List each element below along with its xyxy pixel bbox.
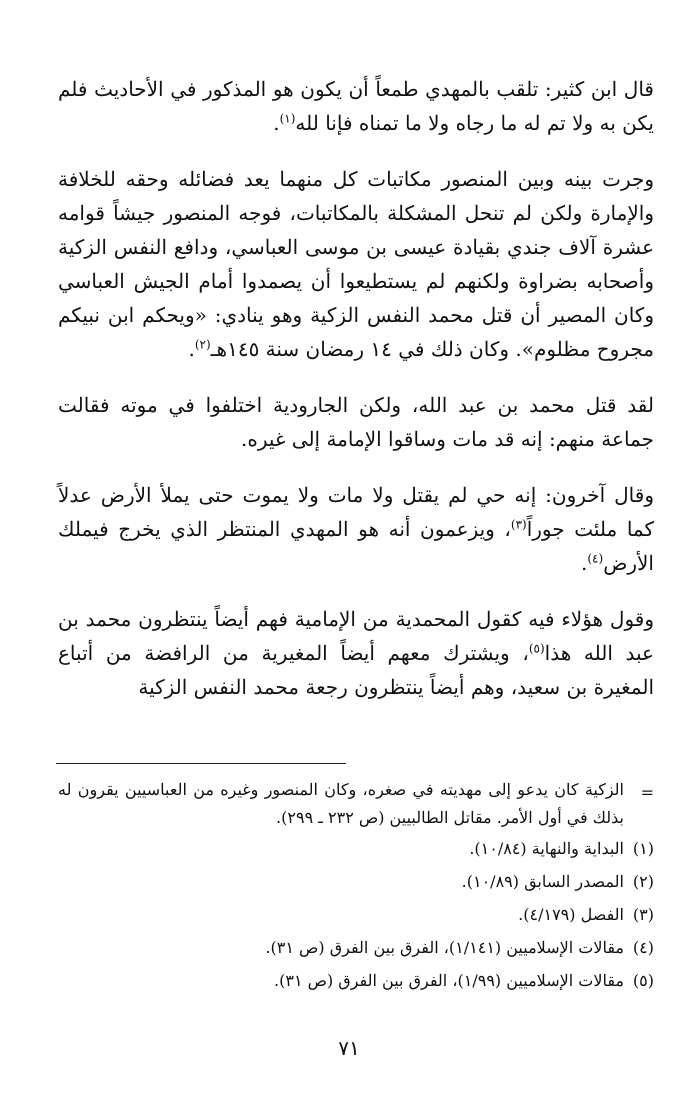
footnote-mark: (٤): [632, 938, 654, 957]
paragraph-3: [58, 388, 654, 456]
footnote-ref: (٣): [510, 517, 527, 532]
page-number: ٧١: [338, 1036, 360, 1060]
paragraph-tail: ، ويشترك معهم أيضاً المغيرية من الرافضة من أتباع المغيرة بن سعيد، وهم أيضاً ينتظرون رجعة محمد النفس الزكية: [58, 641, 654, 699]
footnote-ref: (١): [279, 111, 296, 126]
footnote-mark: =: [640, 783, 654, 802]
paragraph-5: [58, 602, 654, 704]
footnote-mark: (٥): [632, 971, 654, 990]
footnote-2: [58, 865, 654, 898]
footnotes: [58, 776, 654, 997]
paragraph-1: [58, 72, 654, 140]
paragraph-tail: .: [188, 337, 195, 361]
paragraph-text: وقال آخرون: إنه حي لم يقتل ولا مات ولا يموت حتى يملأ الأرض عدلاً كما ملئت جوراً: [58, 483, 655, 541]
footnote-ref: (٢): [194, 337, 211, 352]
footnote-ref: (٥): [528, 641, 545, 656]
paragraph-text: وقول هؤلاء فيه كقول المحمدية من الإمامية فهم أيضاً ينتظرون محمد بن عبد الله هذا: [58, 607, 654, 665]
paragraph-4: [58, 478, 654, 580]
paragraph-tail: ، ويزعمون أنه هو المهدي المنتظر الذي يخرج فيملك الأرض: [58, 517, 654, 575]
paragraph-text: لقد قتل محمد بن عبد الله، ولكن الجارودية اختلفوا في موته فقالت جماعة منهم: إنه قد مات وساقوا الإمامة إلى غيره.: [58, 393, 654, 451]
footnote-5: [58, 964, 654, 997]
footnote-text: مقالات الإسلاميين (١/١٤١)، الفرق بين الفرق (ص ٣١).: [265, 938, 624, 957]
footnote-1: [58, 832, 654, 865]
footnote-mark: (٣): [632, 905, 654, 924]
footnote-3: [58, 898, 654, 931]
footnote-separator: [56, 763, 346, 764]
footnote-ref: (٤): [587, 551, 604, 566]
paragraph-2: [58, 162, 654, 366]
paragraph-text: قال ابن كثير: تلقب بالمهدي طمعاً أن يكون هو المذكور في الأحاديث فلم يكن به ولا تم له ما رجاه ولا ما تمناه فإنا لله: [58, 77, 654, 135]
footnote-text: المصدر السابق (١٠/٨٩).: [461, 872, 624, 891]
footnote-continuation: [58, 776, 654, 832]
footnote-text: البداية والنهاية (١٠/٨٤).: [469, 839, 624, 858]
paragraph-text: وجرت بينه وبين المنصور مكاتبات كل منهما يعد فضائله وحقه للخلافة والإمارة ولكن لم تنحل المشكلة بالمكاتبات، فوجه المنصور جيشاً قوامه عشرة آلاف جندي بقيادة عيسى بن موسى العباسي، ودافع النفس الزكية وأصحابه بضراوة ولكنهم لم يستطيعوا أن يصمدوا أمام الجيش العباسي وكان المصير أن قتل محمد النفس الزكية وهو ينادي: «ويحكم ابن نبيكم مجروح مظلوم». وكان ذلك في ١٤ رمضان سنة ١٤٥هـ: [58, 167, 654, 361]
footnote-mark: (١): [632, 839, 654, 858]
paragraph-tail: .: [273, 111, 280, 135]
footnote-text: الفصل (٤/١٧٩).: [518, 905, 624, 924]
footnote-4: [58, 931, 654, 964]
footnote-text: مقالات الإسلاميين (١/٩٩)، الفرق بين الفرق (ص ٣١).: [274, 971, 624, 990]
footnote-text: الزكية كان يدعو إلى مهديته في صغره، وكان المنصور وغيره من العباسيين يقرون له بذلك في أول الأمر. مقاتل الطالبيين (ص ٢٣٢ ـ ٢٩٩).: [58, 780, 624, 827]
footnote-mark: (٢): [632, 872, 654, 891]
paragraph-tail: .: [581, 551, 588, 575]
